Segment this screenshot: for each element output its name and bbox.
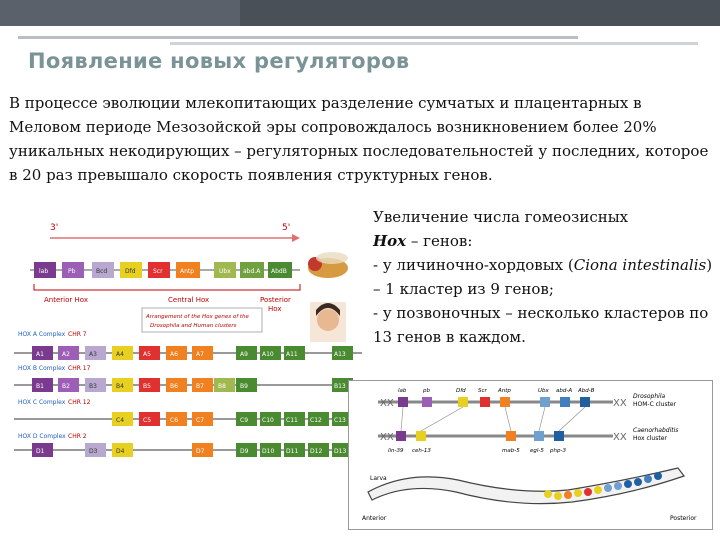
side-line-1: Увеличение числа гомеозисных: [373, 208, 629, 226]
fly-gene-abda-box: [560, 397, 570, 407]
side-line-3-post: ) – 1 кластер из 9 генов;: [373, 256, 713, 298]
five-prime-label: 5': [282, 223, 291, 233]
posterior-hox-label: Posterior: [260, 296, 291, 304]
posterior-hox-label-2: Hox: [268, 305, 282, 313]
central-hox-label: Central Hox: [168, 296, 210, 304]
cluster-a-label: HOX A Complex: [18, 331, 66, 338]
gene-label: D9: [240, 448, 249, 455]
fly-gene-label: Bcd: [96, 268, 108, 275]
decorative-line: [18, 36, 578, 39]
fly-gene-lab-box: [398, 397, 408, 407]
drosophila-label: Drosophila: [633, 393, 666, 400]
gene-label: D7: [196, 448, 205, 455]
gene-label: A5: [143, 351, 151, 358]
gene-label: B13: [334, 383, 346, 390]
gene-label: C12: [310, 417, 322, 424]
slide-title: Появление новых регуляторов: [28, 49, 410, 73]
break-mark: XX: [380, 398, 394, 409]
gene-label: C13: [334, 417, 346, 424]
fly-gene-ubx-box: [540, 397, 550, 407]
fly-gene-label: Scr: [153, 268, 163, 275]
gene-label: D12: [310, 448, 323, 455]
cluster-d-chr: CHR 2: [68, 433, 87, 440]
worm-gene-text: egl-5: [530, 448, 544, 454]
gene-label: A2: [62, 351, 70, 358]
cluster-b-chr: CHR 17: [68, 365, 91, 372]
fly-gene-label: Antp: [180, 268, 195, 275]
top-bar-accent: [0, 0, 240, 26]
fly-gene-text: Scr: [478, 388, 487, 394]
cluster-bracket: [34, 284, 300, 290]
fly-gene-text: abd-A: [556, 388, 573, 394]
break-mark: XX: [613, 398, 627, 409]
worm-gene-text: php-3: [550, 448, 566, 454]
decorative-line: [170, 42, 698, 45]
fly-gene-scr-box: [480, 397, 490, 407]
gene-label: D13: [334, 448, 347, 455]
drosophila-label-2: HOM-C cluster: [633, 401, 677, 408]
fly-gene-label: lab: [39, 268, 49, 275]
child-photo: [310, 302, 346, 342]
fruit-fly-image: [308, 252, 348, 278]
gene-label: B8: [218, 383, 226, 390]
anterior-hox-label: Anterior Hox: [44, 296, 88, 304]
fly-gene-text: lab: [398, 388, 407, 394]
gene-label: C4: [116, 417, 125, 424]
fly-gene-text: Dfd: [456, 388, 466, 394]
worm-gene-text: lin-39: [388, 448, 404, 454]
gene-label: A7: [196, 351, 204, 358]
side-line-4: - у позвоночных – несколько кластеров по 13 генов в каждом.: [373, 304, 709, 346]
posterior-label: Posterior: [670, 515, 697, 522]
gene-label: C10: [262, 417, 274, 424]
gene-label: B6: [170, 383, 178, 390]
caption-text: Arrangement of the Hox genes of the: [146, 314, 249, 320]
anterior-label: Anterior: [362, 515, 387, 522]
gene-label: C5: [143, 417, 152, 424]
side-line-2-rest: – генов:: [406, 232, 473, 250]
gene-label: D4: [116, 448, 125, 455]
arrowhead: [292, 234, 300, 242]
gene-label: A4: [116, 351, 124, 358]
cluster-b-label: HOX B Complex: [18, 365, 66, 372]
fly-gene-label: AbdB: [271, 268, 287, 275]
cluster-d-label: HOX D Complex: [18, 433, 66, 440]
gene-label: A11: [286, 351, 298, 358]
hox-cluster-diagram: [10, 218, 365, 458]
break-mark: XX: [380, 432, 394, 443]
gene-label: C11: [286, 417, 298, 424]
gene-label: A6: [170, 351, 178, 358]
side-line-3-pre: - у личиночно-хордовых (: [373, 256, 574, 274]
fly-gene-antp-box: [500, 397, 510, 407]
fly-gene-text: Abd-B: [578, 388, 595, 394]
fly-gene-pb-box: [422, 397, 432, 407]
cluster-c-chr: CHR 12: [68, 399, 91, 406]
gene-label: B7: [196, 383, 204, 390]
fly-gene-row: [34, 262, 292, 278]
ciona-term: Ciona intestinalis: [573, 256, 707, 274]
fly-gene-text: Ubx: [538, 388, 549, 394]
three-prime-label: 3': [50, 223, 59, 233]
gene-label: A1: [36, 351, 44, 358]
gene-label: A3: [89, 351, 97, 358]
hox-term: Hox: [373, 232, 407, 250]
fly-gene-text: pb: [423, 388, 430, 394]
fly-gene-text: Antp: [498, 388, 511, 394]
side-line-2: [373, 229, 713, 253]
gene-label: D10: [262, 448, 275, 455]
gene-label: A9: [240, 351, 248, 358]
larva-label: Larva: [370, 475, 387, 482]
worm-gene-text: ceh-13: [412, 448, 431, 454]
fly-gene-label: Ubx: [219, 268, 231, 275]
worm-gene-box: [396, 431, 406, 441]
gene-label: D11: [286, 448, 299, 455]
gene-label: B3: [89, 383, 97, 390]
fly-gene-label: Pb: [68, 268, 76, 275]
worm-gene-box: [534, 431, 544, 441]
gene-label: B4: [116, 383, 124, 390]
gene-label: C7: [196, 417, 205, 424]
side-text: [373, 205, 713, 349]
gene-label: D3: [89, 448, 98, 455]
fly-gene-label: abd.A: [243, 268, 261, 275]
fly-gene-label: Dfd: [125, 268, 136, 275]
side-line-3: [373, 253, 713, 301]
cluster-c-label: HOX C Complex: [18, 399, 66, 406]
gene-label: C6: [170, 417, 179, 424]
cluster-a-chr: CHR 7: [68, 331, 87, 338]
break-mark: XX: [613, 432, 627, 443]
fly-gene-abdb-box: [580, 397, 590, 407]
worm-gene-box: [554, 431, 564, 441]
caption-text-2: Drosophila and Human clusters: [150, 323, 237, 329]
gene-label: D1: [36, 448, 45, 455]
gene-label: A13: [334, 351, 346, 358]
caeno-label: Caenorhabditis: [633, 427, 679, 434]
worm-hox-diagram: [348, 380, 713, 530]
gene-label: B9: [240, 383, 248, 390]
gene-label: A10: [262, 351, 274, 358]
fly-gene-dfd-box: [458, 397, 468, 407]
intro-paragraph: В процессе эволюции млекопитающих разделение сумчатых и плацентарных в Меловом периоде Мезозойской эры сопровождалось возникновением более 20% уникальных некодирующих – регуляторных последовательностей у последних, которое в 20 раз превышало скорость появления структурных генов.: [9, 94, 709, 184]
worm-gene-box: [416, 431, 426, 441]
gene-label: C9: [240, 417, 249, 424]
worm-gene-text: mab-5: [502, 448, 520, 454]
gene-label: B1: [36, 383, 44, 390]
worm-gene-box: [506, 431, 516, 441]
gene-label: B2: [62, 383, 70, 390]
caeno-label-2: Hox cluster: [633, 435, 667, 442]
gene-label: B5: [143, 383, 151, 390]
